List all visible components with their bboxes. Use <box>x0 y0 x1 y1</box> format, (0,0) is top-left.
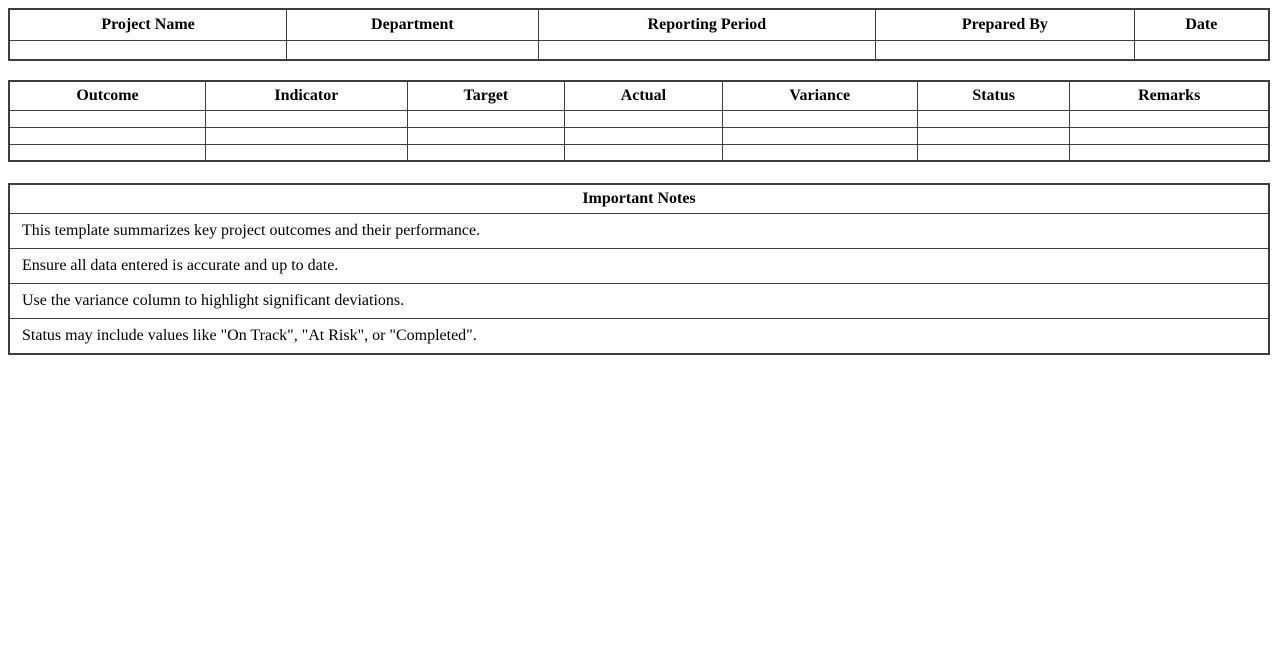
actual-cell <box>565 144 723 161</box>
actual-cell <box>565 127 723 144</box>
outcome-cell <box>9 110 206 127</box>
status-cell <box>917 127 1069 144</box>
outcomes-table <box>8 80 1270 163</box>
remarks-cell <box>1070 144 1269 161</box>
important-notes-title: Important Notes <box>9 184 1269 214</box>
indicator-cell <box>206 110 408 127</box>
indicator-header: Indicator <box>206 81 408 111</box>
status-cell <box>917 144 1069 161</box>
status-header: Status <box>917 81 1069 111</box>
variance-header: Variance <box>722 81 917 111</box>
variance-cell <box>722 110 917 127</box>
reporting-period-header: Reporting Period <box>538 9 875 41</box>
status-cell <box>917 110 1069 127</box>
variance-cell <box>722 144 917 161</box>
note-text: Use the variance column to highlight significant deviations. <box>9 284 1269 319</box>
project-info-table <box>8 8 1270 61</box>
project-name-header: Project Name <box>9 9 287 41</box>
reporting-period-value-cell <box>538 41 875 60</box>
actual-header: Actual <box>565 81 723 111</box>
indicator-cell <box>206 127 408 144</box>
note-row <box>9 319 1269 355</box>
outcome-cell <box>9 144 206 161</box>
outcome-header: Outcome <box>9 81 206 111</box>
target-cell <box>407 127 565 144</box>
remarks-cell <box>1070 110 1269 127</box>
outcomes-row <box>9 144 1269 161</box>
note-row <box>9 214 1269 249</box>
target-cell <box>407 144 565 161</box>
note-row <box>9 249 1269 284</box>
indicator-cell <box>206 144 408 161</box>
note-text: Status may include values like "On Track", "At Risk", or "Completed". <box>9 319 1269 355</box>
department-header: Department <box>287 9 539 41</box>
date-header: Date <box>1134 9 1269 41</box>
project-info-value-row <box>9 41 1269 60</box>
target-cell <box>407 110 565 127</box>
outcomes-row <box>9 127 1269 144</box>
actual-cell <box>565 110 723 127</box>
note-text: Ensure all data entered is accurate and up to date. <box>9 249 1269 284</box>
prepared-by-header: Prepared By <box>876 9 1135 41</box>
variance-cell <box>722 127 917 144</box>
outcomes-header-row <box>9 81 1269 111</box>
outcome-cell <box>9 127 206 144</box>
remarks-cell <box>1070 127 1269 144</box>
project-info-header-row <box>9 9 1269 41</box>
date-value-cell <box>1134 41 1269 60</box>
note-row <box>9 284 1269 319</box>
notes-header-row <box>9 184 1269 214</box>
remarks-header: Remarks <box>1070 81 1269 111</box>
prepared-by-value-cell <box>876 41 1135 60</box>
important-notes-table <box>8 183 1270 355</box>
target-header: Target <box>407 81 565 111</box>
note-text: This template summarizes key project outcomes and their performance. <box>9 214 1269 249</box>
department-value-cell <box>287 41 539 60</box>
outcomes-row <box>9 110 1269 127</box>
project-name-value-cell <box>9 41 287 60</box>
